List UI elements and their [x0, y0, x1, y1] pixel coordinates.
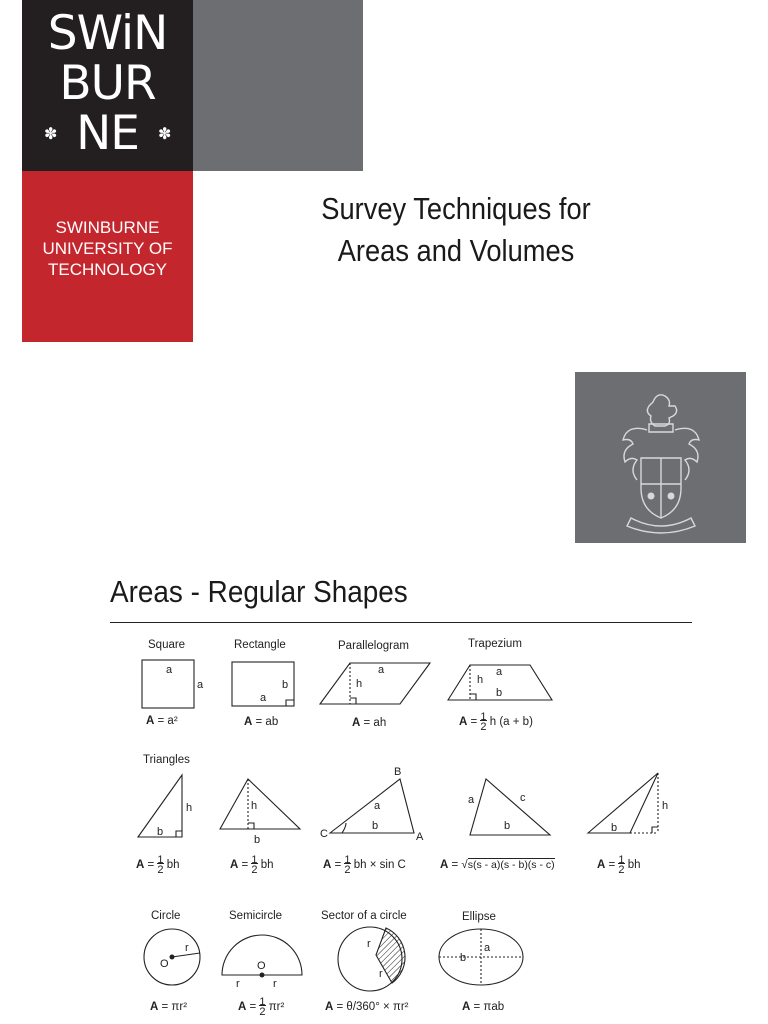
label-a: a: [496, 666, 503, 678]
fraction-numerator: 1: [259, 996, 266, 1008]
area-symbol: A: [136, 859, 145, 872]
area-symbol: A: [325, 1001, 334, 1013]
parallelogram-shape: [320, 663, 430, 704]
label-b: b: [372, 820, 379, 832]
label-a: a: [374, 800, 381, 812]
university-name-line: SWINBURNE: [55, 218, 160, 237]
flower-icon: ✽: [158, 126, 172, 143]
label-h: h: [662, 800, 669, 812]
shape-name-circle: Circle: [151, 910, 181, 922]
area-symbol: A: [230, 859, 239, 872]
label-a: a: [260, 692, 267, 704]
label-a: a: [484, 942, 491, 954]
row1-shapes-diagram: [130, 655, 570, 710]
label-a: a: [468, 794, 475, 806]
logo-grey-block: [193, 0, 363, 171]
label-b: b: [611, 822, 618, 834]
label-b: b: [282, 679, 289, 691]
label-b: b: [460, 952, 467, 964]
area-symbol: A: [146, 715, 155, 727]
university-name: [22, 217, 193, 280]
label-r: r: [379, 968, 383, 980]
shape-name-sector: Sector of a circle: [321, 910, 407, 922]
label-b: b: [254, 834, 261, 845]
label-h: h: [356, 678, 363, 690]
shape-name-trapezium: Trapezium: [468, 638, 522, 650]
fraction-denominator: 2: [157, 864, 164, 876]
label-a: a: [378, 664, 385, 676]
area-symbol: A: [459, 716, 468, 729]
shape-name-parallelogram: Parallelogram: [338, 640, 409, 652]
formula-text: πr²: [268, 1001, 285, 1014]
formula-triangle-1: $A = \frac{1}{2}$ bh: [136, 854, 180, 876]
fraction-numerator: 1: [251, 854, 258, 866]
label-b: b: [504, 820, 511, 832]
fraction-half: [480, 712, 486, 732]
fraction-denominator: 2: [618, 864, 625, 876]
area-symbol: A: [238, 1001, 247, 1014]
fraction-half: [259, 997, 265, 1017]
label-h: h: [477, 674, 484, 686]
formula-rectangle: [244, 716, 278, 728]
flower-icon: ✽: [44, 126, 58, 143]
fraction-half: [618, 855, 624, 875]
label-r: r: [367, 938, 371, 950]
formula-sector: [325, 1001, 409, 1013]
obtuse-triangle-shape: [588, 773, 658, 833]
crest-panel: [575, 372, 746, 543]
label-A: A: [416, 831, 424, 843]
fraction-numerator: 1: [618, 854, 625, 866]
divider: [110, 622, 692, 623]
label-r: r: [185, 942, 189, 954]
fraction-denominator: 2: [480, 721, 487, 733]
area-symbol: A: [244, 716, 253, 728]
fraction-numerator: 1: [344, 854, 351, 866]
triangle-shape: [220, 779, 300, 829]
label-a: a: [166, 664, 173, 676]
label-a: a: [197, 679, 204, 691]
formula-text: h (a + b): [489, 716, 533, 729]
label-b: b: [157, 826, 164, 838]
title-line2: Areas and Volumes: [337, 233, 575, 268]
area-symbol: A: [150, 1001, 159, 1013]
label-O: O: [160, 958, 169, 970]
formula-text: = θ/360° × πr²: [336, 1001, 409, 1013]
formula-triangle-3: $A = \frac{1}{2}$ bh × sin C: [323, 854, 406, 876]
logo-panel: [22, 0, 193, 171]
fraction-half: [251, 855, 257, 875]
label-B: B: [394, 766, 402, 778]
fraction-denominator: 2: [259, 1006, 266, 1018]
formula-text: bh: [627, 859, 641, 872]
area-symbol: A: [597, 859, 606, 872]
formula-text: bh: [166, 859, 180, 872]
label-O: O: [257, 960, 266, 972]
area-symbol: A: [462, 1001, 471, 1013]
formula-text: bh × sin C: [353, 859, 406, 872]
formula-text: = πab: [473, 1001, 505, 1013]
formula-text: = a²: [157, 715, 178, 727]
shape-name-semicircle: Semicircle: [229, 910, 283, 922]
logo-word-line1: SWiN: [47, 6, 168, 61]
formula-text: s(s - a)(s - b)(s - c): [467, 859, 555, 871]
label-b: b: [496, 687, 503, 699]
formula-triangle-2: $A = \frac{1}{2}$ bh: [230, 854, 274, 876]
shape-name-ellipse: Ellipse: [462, 911, 496, 923]
fraction-numerator: 1: [480, 711, 487, 723]
formula-circle: [150, 1001, 187, 1013]
formula-semicircle: $A = \frac{1}{2} \pi r^2$: [238, 996, 285, 1018]
document-title: [275, 188, 638, 272]
formula-triangle-4: A = √s(s - a)(s - b)(s - c): [440, 859, 555, 871]
formula-text: bh: [260, 859, 274, 872]
university-name-line: TECHNOLOGY: [47, 260, 168, 279]
label-h: h: [251, 800, 258, 812]
label-c: c: [520, 792, 526, 804]
formula-ellipse: [462, 1001, 504, 1013]
formula-triangle-5: $A = \frac{1}{2}$ bh: [597, 854, 641, 876]
row3-shapes-diagram: [130, 925, 550, 995]
logo-word-line2: BUR: [59, 56, 156, 111]
fraction-denominator: 2: [251, 864, 258, 876]
fraction-numerator: 1: [157, 854, 164, 866]
shape-name-triangles: Triangles: [143, 754, 190, 766]
university-name-panel: [22, 171, 193, 342]
title-line1: Survey Techniques for: [321, 191, 591, 226]
shape-name-square: Square: [148, 639, 186, 651]
area-symbol: A: [323, 859, 332, 872]
university-name-line: UNIVERSITY OF: [42, 239, 173, 258]
logo-word-line3: NE: [76, 106, 139, 161]
label-h: h: [186, 802, 193, 814]
label-C: C: [320, 828, 328, 840]
fraction-half: [344, 855, 350, 875]
shape-name-rectangle: Rectangle: [234, 639, 286, 651]
formula-text: = πr²: [161, 1001, 188, 1013]
area-symbol: A: [440, 859, 449, 871]
label-r: r: [236, 978, 240, 990]
formula-parallelogram: [352, 717, 386, 729]
label-r: r: [273, 978, 277, 990]
fraction-half: [157, 855, 163, 875]
area-symbol: A: [352, 717, 361, 729]
formula-trapezium: $A = \frac{1}{2}$ h (a + b): [459, 711, 533, 733]
university-crest-icon: [575, 372, 746, 543]
formula-square: [146, 715, 178, 727]
fraction-denominator: 2: [344, 864, 351, 876]
formula-text: = ah: [363, 717, 387, 729]
triangles-diagram: [130, 765, 690, 845]
formula-text: = ab: [255, 716, 279, 728]
section-title: Areas - Regular Shapes: [110, 574, 408, 609]
